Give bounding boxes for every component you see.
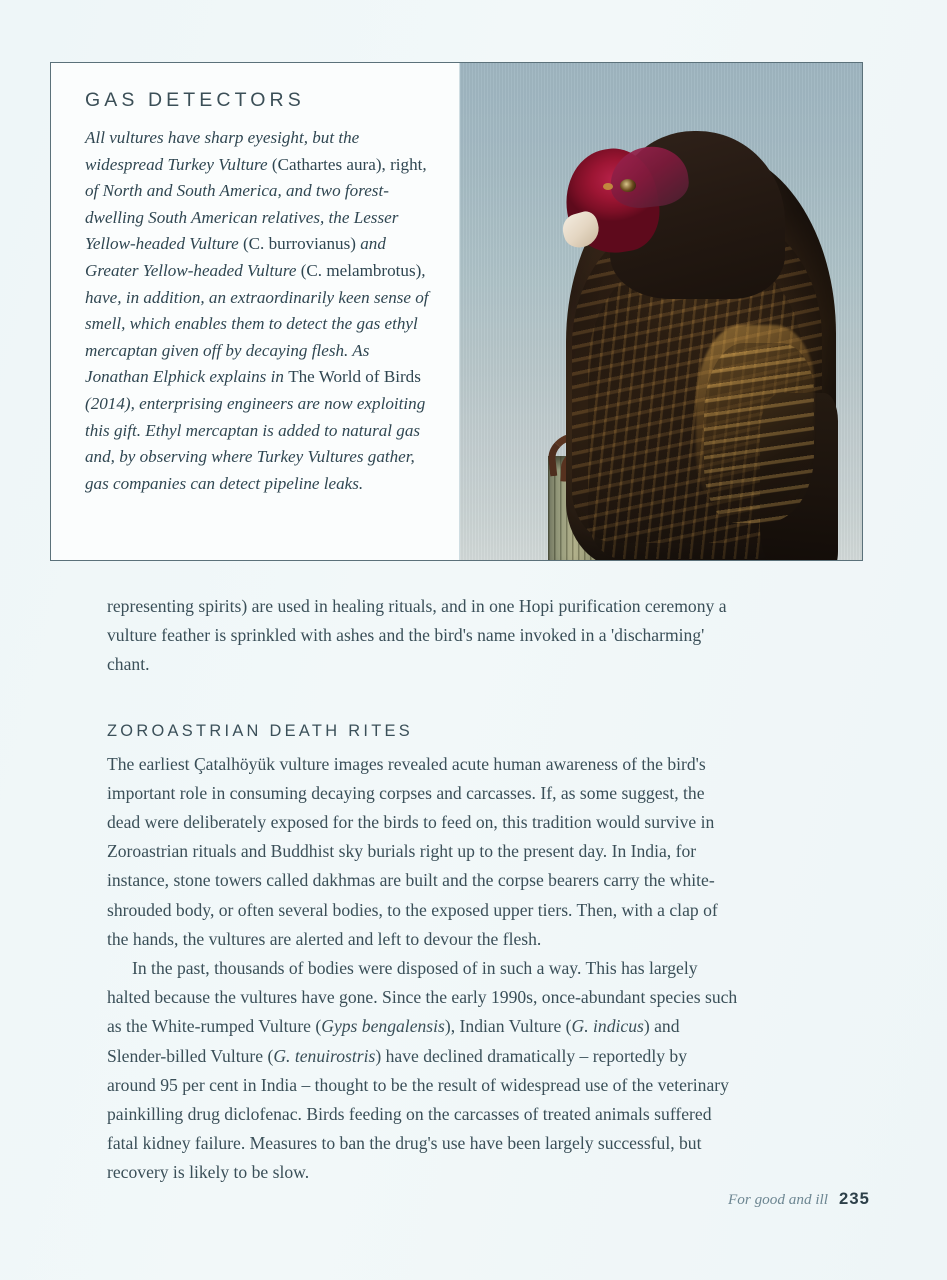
body-text-column <box>107 592 739 1188</box>
paragraph-two: In the past, thousands of bodies were disposed of in such a way. This has largely halted because the vultures have gone. Since the early 1990s, once-abundant species such as the White-rumped Vulture (Gyps bengalensis), Indian Vulture (G. indicus) and Slender-billed Vulture (G. tenuirostris) have declined dramatically – reportedly by around 95 per cent in India – thought to be the result of widespread use of the veterinary painkilling drug diclofenac. Birds feeding on the carcasses of treated animals suffered fatal kidney failure. Measures to ban the drug's use have been largely successful, but recovery is likely to be slow. <box>107 958 738 1183</box>
page-number: 235 <box>839 1189 870 1208</box>
feature-box <box>50 62 863 561</box>
feature-text-column <box>51 63 459 560</box>
paragraph-continued: representing spirits) are used in healing rituals, and in one Hopi purification ceremony a vulture feather is sprinkled with ashes and the bird's name invoked in a 'discharming' chant. <box>107 596 727 675</box>
page-footer <box>728 1189 870 1209</box>
running-title: For good and ill <box>728 1191 828 1208</box>
vulture-photograph <box>459 63 862 560</box>
eye-icon <box>620 179 636 192</box>
feature-body-text: All vultures have sharp eyesight, but the widespread Turkey Vulture (Cathartes aura), right, of North and South America, and two forest-dwelling South American relatives, the Lesser Yellow-headed Vulture (C. burrovianus) and Greater Yellow-headed Vulture (C. melambrotus), have, in addition, an extraordinarily keen sense of smell, which enables them to detect the gas ethyl mercaptan given off by decaying flesh. As Jonathan Elphick explains in The World of Birds (2014), enterprising engineers are now exploiting this gift. Ethyl mercaptan is added to natural gas and, by observing where Turkey Vultures gather, gas companies can detect pipeline leaks. <box>85 128 429 493</box>
wing-quills <box>704 343 814 523</box>
nostril-icon <box>603 183 613 190</box>
section-heading-zoroastrian-death-rites: ZOROASTRIAN DEATH RITES <box>107 721 413 740</box>
paragraph-one: The earliest Çatalhöyük vulture images revealed acute human awareness of the bird's important role in consuming decaying corpses and carcasses. If, as some suggest, the dead were deliberately exposed for the birds to feed on, this tradition would survive in Zoroastrian rituals and Buddhist sky burials right up to the present day. In India, for instance, stone towers called dakhmas are built and the corpse bearers carry the white-shrouded body, or often several bodies, to the exposed upper tiers. Then, with a clap of the hands, the vultures are alerted and left to devour the flesh. <box>107 753 718 949</box>
feature-heading: GAS DETECTORS <box>85 89 305 111</box>
